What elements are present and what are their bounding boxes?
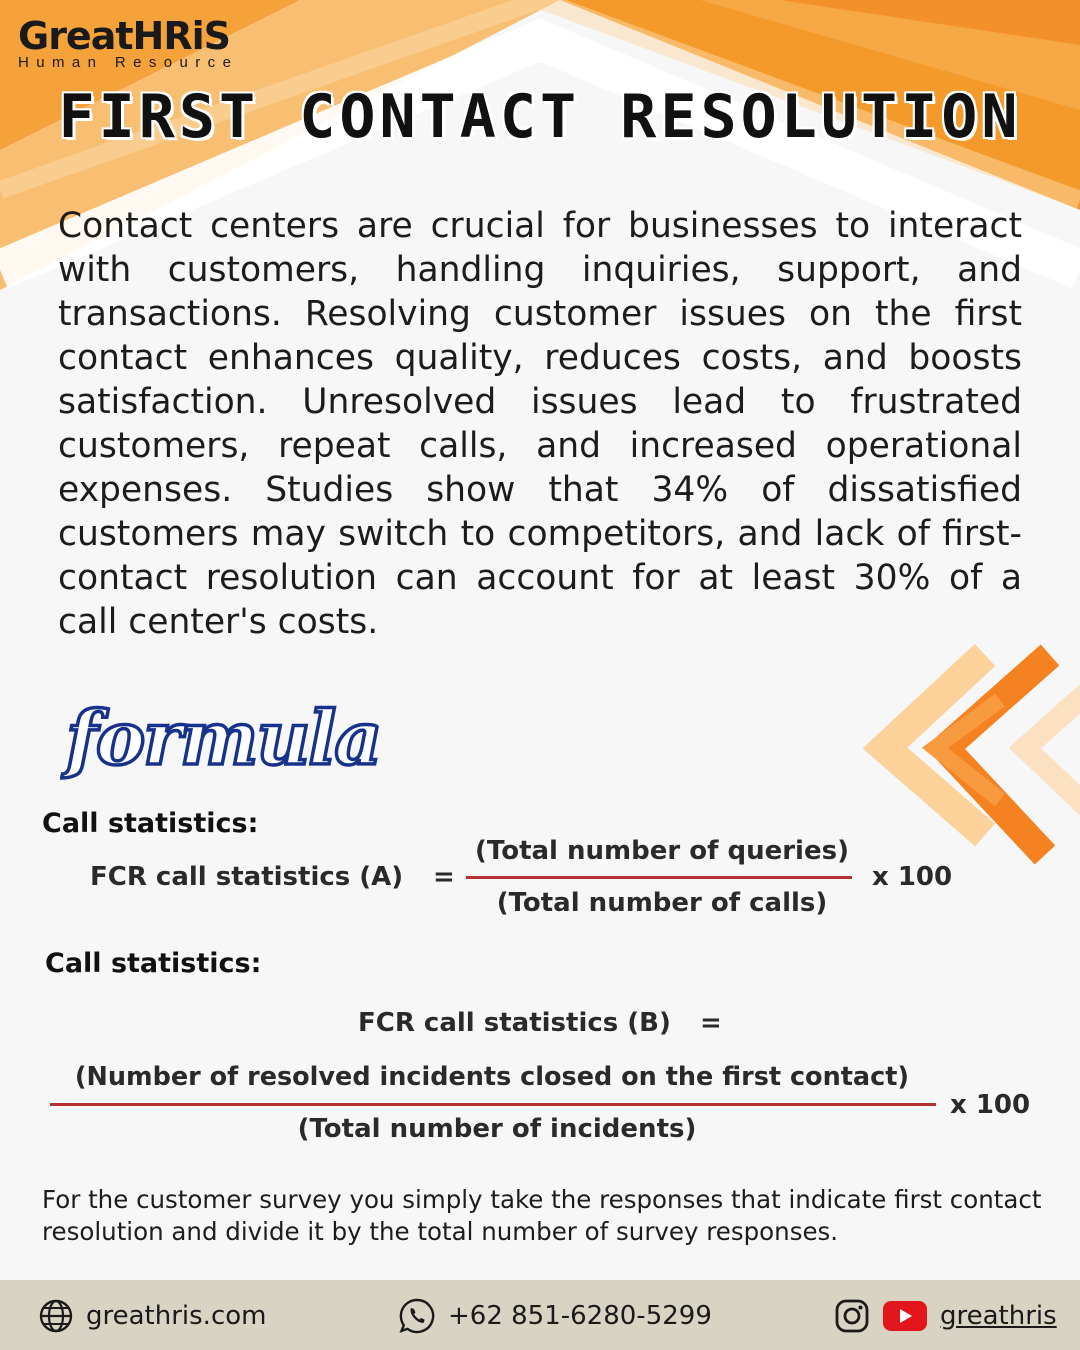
website-link[interactable]: greathris.com <box>86 1301 267 1331</box>
svg-text:formula: formula <box>66 696 381 782</box>
formula-a-multiplier: x 100 <box>872 862 953 892</box>
intro-paragraph: Contact centers are crucial for businesses to interact with customers, handling inquiries, support, and transactions. Resolving customer issues on the first contact enhances quality, reduces costs, and boosts satisfaction. Unresolved issues lead to frustrated customers, repeat calls, and increased operational expenses. Studies show that 34% of dissatisfied customers may switch to competitors, and lack of first-contact resolution can account for at least 30% of a call center's costs. <box>58 206 1022 642</box>
formula-a-equals: = <box>433 862 455 892</box>
formula-script-heading <box>60 668 400 813</box>
formula-b-numerator: (Number of resolved incidents closed on the first contact) <box>74 1062 910 1092</box>
survey-note: For the customer survey you simply take the responses that indicate first contact resolution and divide it by the total number of survey responses. <box>42 1185 1042 1246</box>
youtube-icon[interactable] <box>882 1299 928 1333</box>
footer-website[interactable] <box>38 1294 266 1338</box>
formula-a-denominator: (Total number of calls) <box>496 888 828 918</box>
whatsapp-icon <box>398 1297 436 1335</box>
social-handle[interactable]: greathris <box>940 1301 1057 1331</box>
logo-tagline: Human Resource <box>18 54 239 71</box>
page-title: FIRST CONTACT RESOLUTION <box>58 82 1022 152</box>
formula-b-equals: = <box>700 1008 722 1038</box>
footer-phone[interactable] <box>398 1294 712 1338</box>
formula-b-denominator: (Total number of incidents) <box>297 1114 697 1144</box>
formula-b-fraction-line <box>50 1103 936 1106</box>
phone-number[interactable]: +62 851-6280-5299 <box>448 1301 712 1331</box>
formula-b-label: FCR call statistics (B) <box>358 1008 671 1038</box>
formula-a-label: FCR call statistics (A) <box>90 862 404 892</box>
instagram-icon[interactable] <box>834 1298 870 1334</box>
formula-b-multiplier: x 100 <box>950 1090 1031 1120</box>
section-call-statistics-a: Call statistics: <box>42 808 259 839</box>
logo-wordmark: GreatHRiS <box>18 14 230 58</box>
globe-icon <box>38 1298 74 1334</box>
formula-a-fraction-line <box>466 876 852 879</box>
footer-social[interactable] <box>834 1294 1057 1338</box>
formula-a-numerator: (Total number of queries) <box>475 836 849 866</box>
brand-logo <box>18 14 238 71</box>
section-call-statistics-b: Call statistics: <box>45 948 262 979</box>
